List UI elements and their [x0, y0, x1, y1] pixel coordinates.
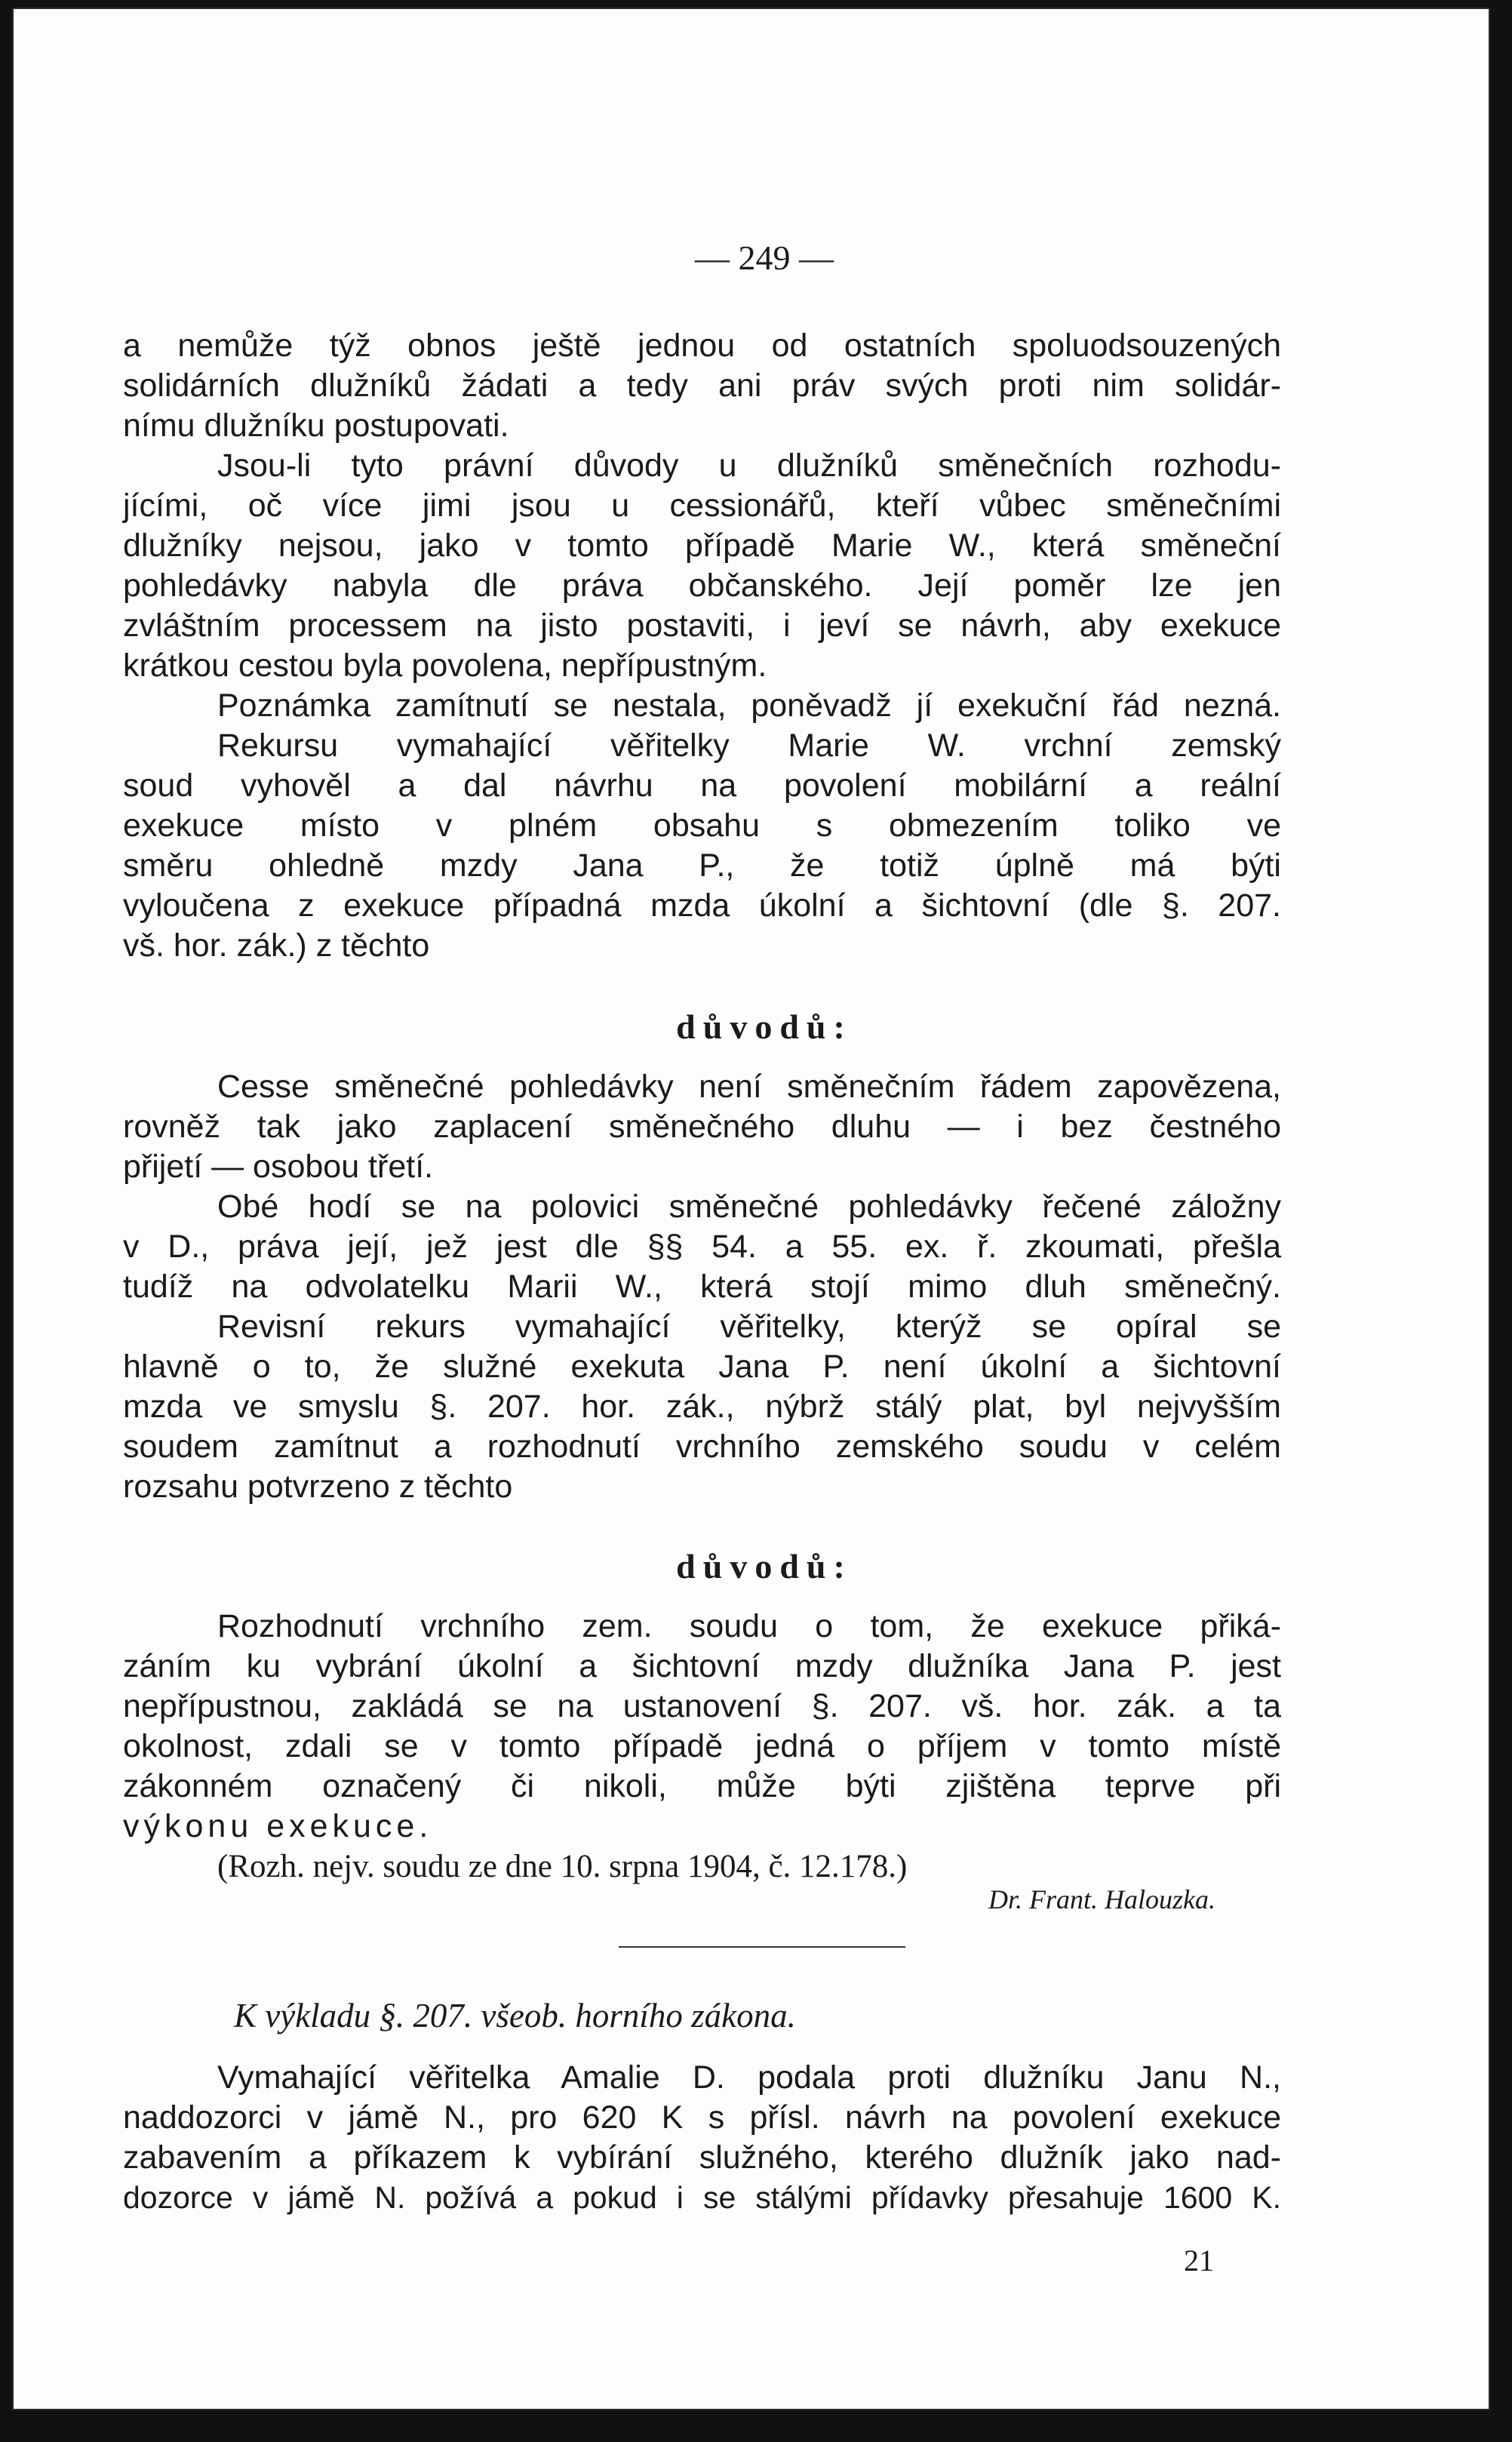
section-heading: důvodů:	[676, 1547, 853, 1585]
text-line: směru ohledně mzdy Jana P., že totiž úplně má býti	[123, 847, 1281, 884]
text-line: zvláštním processem na jisto postaviti, i jeví se návrh, aby exekuce	[123, 607, 1281, 644]
text-line: rovněž tak jako zaplacení směnečného dluhu — i bez čestného	[123, 1109, 1281, 1145]
text-line: Jsou-li tyto právní důvody u dlužníků směnečních rozhodu-	[217, 447, 1281, 484]
text-line: rozsahu potvrzeno z těchto	[123, 1469, 513, 1505]
text-line: Obé hodí se na polovici směnečné pohledávky řečené záložny	[217, 1189, 1281, 1225]
text-line: Vymahající věřitelka Amalie D. podala proti dlužníku Janu N.,	[217, 2059, 1281, 2096]
page-number: — 249 —	[695, 238, 834, 277]
text-line: dozorce v jámě N. požívá a pokud i se stálými přídavky přesahuje 1600 K.	[123, 2180, 1281, 2215]
text-line: solidárních dlužníků žádati a tedy ani práv svých proti nim solidár-	[123, 368, 1281, 404]
text-line: zákonném označený či nikoli, může býti zjištěna teprve při	[123, 1768, 1281, 1804]
section-heading: důvodů:	[676, 1007, 853, 1046]
text-line: přijetí — osobou třetí.	[123, 1149, 434, 1185]
text-line: Rozhodnutí vrchního zem. soudu o tom, že exekuce přiká-	[217, 1608, 1281, 1644]
text-line: jícími, oč více jimi jsou u cessionářů, kteří vůbec směnečními	[123, 487, 1281, 524]
text-line: exekuce místo v plném obsahu s obmezením toliko ve	[123, 807, 1281, 844]
text-line: dlužníky nejsou, jako v tomto případě Marie W., která směneční	[123, 527, 1281, 564]
text-line: pohledávky nabyla dle práva občanského. Její poměr lze jen	[123, 567, 1281, 604]
text-line: vš. hor. zák.) z těchto	[123, 927, 430, 964]
text-line: Revisní rekurs vymahající věřitelky, kterýž se opíral se	[217, 1309, 1281, 1345]
text-line: v D., práva její, jež jest dle §§ 54. a 55. ex. ř. zkoumati, přešla	[123, 1229, 1281, 1265]
text-line: nímu dlužníku postupovati.	[123, 408, 509, 444]
text-line: záním ku vybrání úkolní a šichtovní mzdy dlužníka Jana P. jest	[123, 1648, 1281, 1684]
text-line: naddozorci v jámě N., pro 620 K s přísl. návrh na povolení exekuce	[123, 2099, 1281, 2136]
signature: Dr. Frant. Halouzka.	[988, 1884, 1215, 1915]
article-title: K výkladu §. 207. všeob. horního zákona.	[234, 1997, 796, 2034]
text-line: výkonu exekuce.	[123, 1808, 433, 1844]
divider	[619, 1946, 905, 1948]
text-line: soudem zamítnut a rozhodnutí vrchního zemského soudu v celém	[123, 1429, 1281, 1465]
text-line: tudíž na odvolatelku Marii W., která stojí mimo dluh směnečný.	[123, 1269, 1281, 1305]
signature-number: 21	[1184, 2244, 1214, 2277]
text-line: krátkou cestou byla povolena, nepřípustným.	[123, 647, 767, 684]
text-line: Cesse směnečné pohledávky není směnečním řádem zapovězena,	[217, 1069, 1281, 1105]
text-line: okolnost, zdali se v tomto případě jedná o příjem v tomto místě	[123, 1728, 1281, 1764]
text-line: a nemůže týž obnos ještě jednou od ostatních spoluodsouzených	[123, 328, 1281, 364]
citation-line: (Rozh. nejv. soudu ze dne 10. srpna 1904, č. 12.178.)	[217, 1849, 908, 1884]
text-line: mzda ve smyslu §. 207. hor. zák., nýbrž stálý plat, byl nejvyšším	[123, 1389, 1281, 1425]
text-line: hlavně o to, že služné exekuta Jana P. není úkolní a šichtovní	[123, 1349, 1281, 1385]
text-line: Rekursu vymahající věřitelky Marie W. vrchní zemský	[217, 727, 1281, 764]
text-line: vyloučena z exekuce případná mzda úkolní a šichtovní (dle §. 207.	[123, 887, 1281, 924]
text-line: Poznámka zamítnutí se nestala, poněvadž jí exekuční řád nezná.	[217, 687, 1281, 724]
document-page	[14, 9, 1489, 2409]
text-line: nepřípustnou, zakládá se na ustanovení §. 207. vš. hor. zák. a ta	[123, 1688, 1281, 1724]
text-line: zabavením a příkazem k vybírání služného, kterého dlužník jako nad-	[123, 2139, 1281, 2176]
text-line: soud vyhověl a dal návrhu na povolení mobilární a reální	[123, 767, 1281, 804]
